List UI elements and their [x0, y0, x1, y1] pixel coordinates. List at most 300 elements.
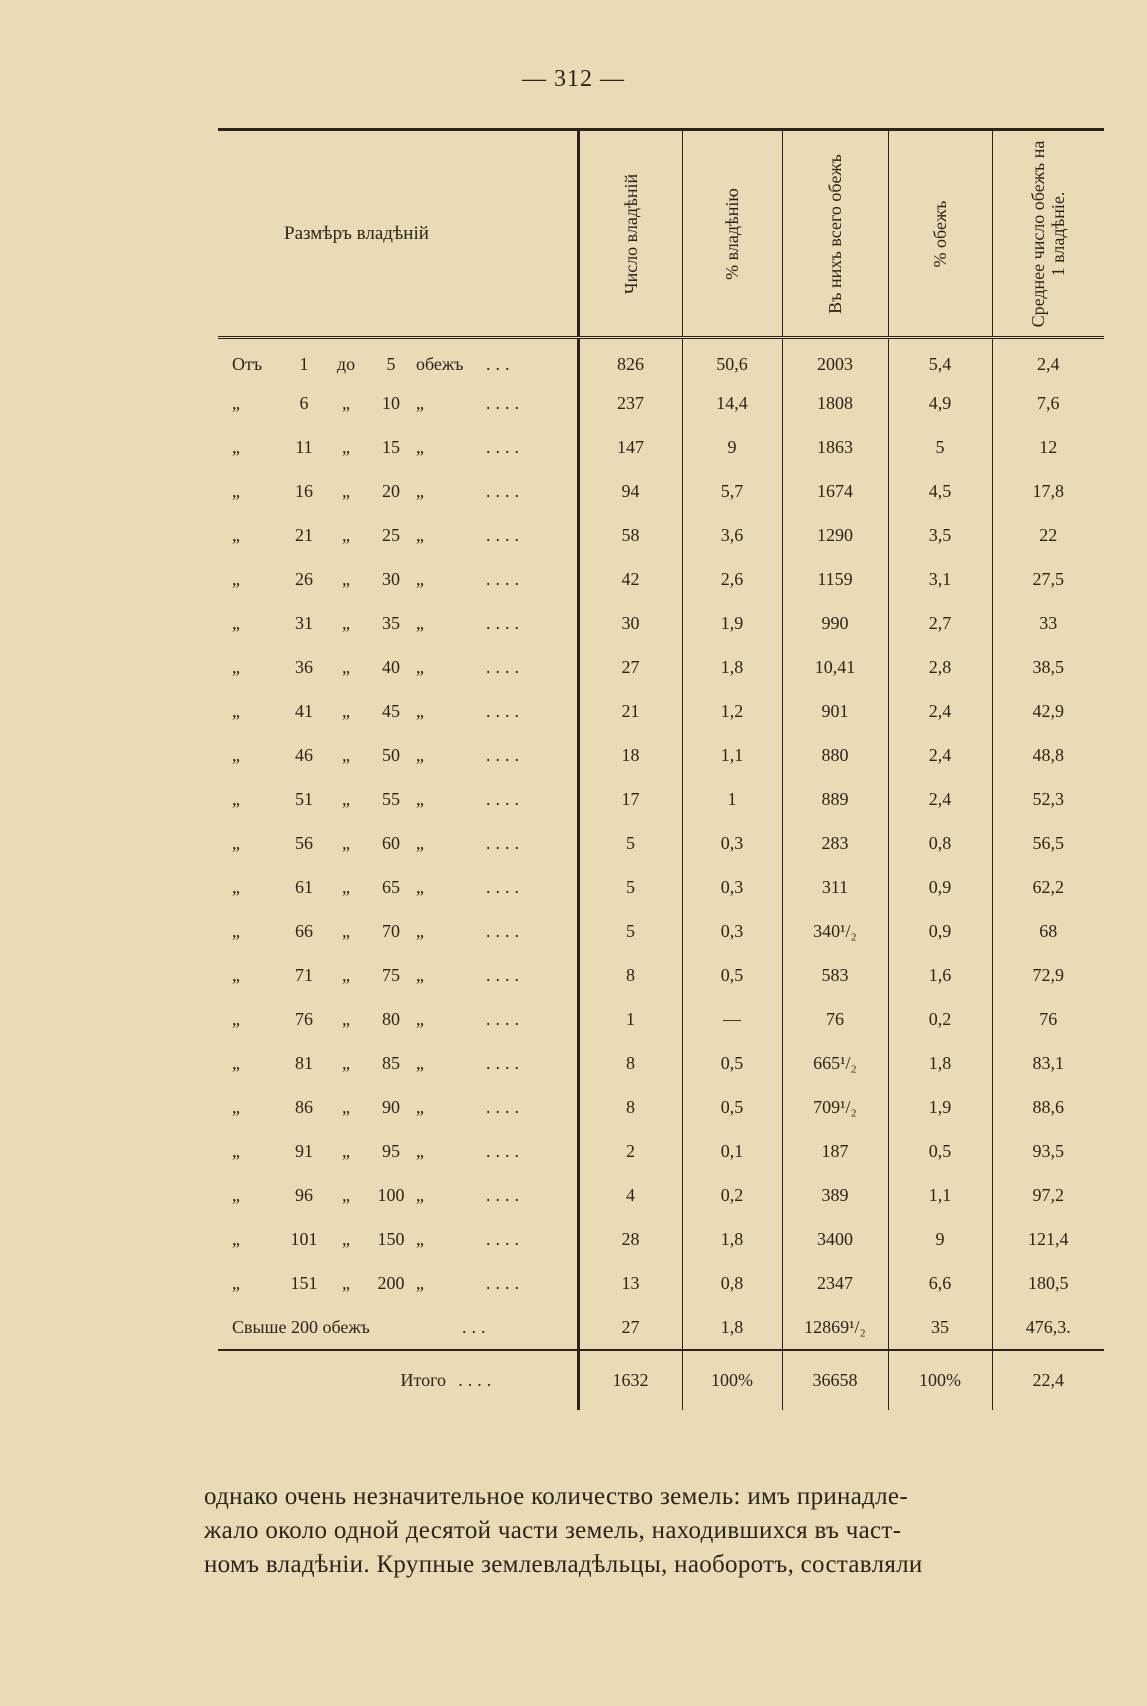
size-to: 5: [386, 353, 396, 374]
cell-pct: 0,5: [682, 1086, 782, 1130]
size-unit: „: [416, 1097, 424, 1117]
table-row: [218, 1262, 1104, 1306]
cell-pct: 3,6: [682, 514, 782, 558]
cell-avg: 22,4: [992, 1350, 1104, 1410]
size-from: 51: [295, 789, 313, 809]
cell-obezh: 990: [782, 602, 888, 646]
size-to: 30: [382, 569, 400, 589]
cell-size: [218, 1262, 578, 1306]
cell-size: [218, 998, 578, 1042]
cell-size: [218, 866, 578, 910]
size-prefix: „: [232, 437, 240, 457]
cell-avg: 93,5: [992, 1130, 1104, 1174]
cell-obezh: 1863: [782, 426, 888, 470]
above-label: Свыше 200 обежъ: [232, 1316, 370, 1337]
size-prefix: „: [232, 921, 240, 941]
table-row: [218, 426, 1104, 470]
cell-pct-obezh: 0,9: [888, 866, 992, 910]
text-line: номъ владѣніи. Крупные землевладѣльцы, наоборотъ, составляли: [204, 1551, 923, 1578]
cell-obezh: 1674: [782, 470, 888, 514]
cell-size: [218, 1218, 578, 1262]
size-dots: ....: [486, 701, 524, 721]
table-row: [218, 514, 1104, 558]
size-unit: „: [416, 1141, 424, 1161]
cell-pct: 1,2: [682, 690, 782, 734]
table-row: [218, 1086, 1104, 1130]
cell-count: 5: [578, 822, 682, 866]
size-unit: „: [416, 437, 424, 457]
size-prefix: „: [232, 745, 240, 765]
cell-obezh: 901: [782, 690, 888, 734]
cell-pct: 1,9: [682, 602, 782, 646]
cell-pct-obezh: 0,9: [888, 910, 992, 954]
cell-pct-obezh: 5,4: [888, 338, 992, 382]
size-prefix: „: [232, 525, 240, 545]
size-sep: „: [342, 745, 350, 765]
table-row: [218, 822, 1104, 866]
cell-avg: 97,2: [992, 1174, 1104, 1218]
cell-count: 94: [578, 470, 682, 514]
size-prefix: „: [232, 569, 240, 589]
cell-obezh: 76: [782, 998, 888, 1042]
size-prefix: „: [232, 393, 240, 413]
size-dots: ...: [486, 353, 515, 374]
size-dots: ....: [486, 1097, 524, 1117]
size-unit: „: [416, 393, 424, 413]
size-prefix: „: [232, 1273, 240, 1293]
size-from: 21: [295, 525, 313, 545]
size-from: 16: [295, 481, 313, 501]
cell-pct: 0,5: [682, 954, 782, 998]
size-to: 65: [382, 877, 400, 897]
cell-pct: 0,8: [682, 1262, 782, 1306]
table-row-total: [218, 1350, 1104, 1410]
table-row: [218, 866, 1104, 910]
cell-obezh: 1159: [782, 558, 888, 602]
size-from: 71: [295, 965, 313, 985]
cell-size: [218, 910, 578, 954]
cell-obezh: 12869¹/₂: [782, 1306, 888, 1350]
cell-pct-obezh: 2,8: [888, 646, 992, 690]
size-sep: „: [342, 569, 350, 589]
size-to: 90: [382, 1097, 400, 1117]
cell-pct: 1: [682, 778, 782, 822]
cell-obezh: 3400: [782, 1218, 888, 1262]
cell-pct-obezh: 100%: [888, 1350, 992, 1410]
cell-pct-obezh: 6,6: [888, 1262, 992, 1306]
cell-count: 5: [578, 910, 682, 954]
size-prefix: „: [232, 1185, 240, 1205]
cell-size: [218, 1086, 578, 1130]
cell-size: [218, 646, 578, 690]
cell-count: 42: [578, 558, 682, 602]
size-unit: „: [416, 481, 424, 501]
cell-obezh: 665¹/₂: [782, 1042, 888, 1086]
table-header-row: [218, 130, 1104, 338]
cell-obezh: 283: [782, 822, 888, 866]
size-to: 95: [382, 1141, 400, 1161]
size-dots: ....: [486, 1009, 524, 1029]
cell-size: [218, 426, 578, 470]
size-dots: ....: [486, 745, 524, 765]
size-sep: „: [342, 613, 350, 633]
size-to: 55: [382, 789, 400, 809]
size-from: 11: [295, 437, 313, 457]
size-to: 15: [382, 437, 400, 457]
cell-avg: 62,2: [992, 866, 1104, 910]
cell-pct-obezh: 1,8: [888, 1042, 992, 1086]
cell-pct: 9: [682, 426, 782, 470]
cell-pct: 0,1: [682, 1130, 782, 1174]
cell-size: [218, 1042, 578, 1086]
cell-count: 27: [578, 1306, 682, 1350]
size-prefix: „: [232, 613, 240, 633]
table-row: [218, 338, 1104, 382]
size-from: 151: [290, 1273, 318, 1293]
cell-size: [218, 382, 578, 426]
size-to: 70: [382, 921, 400, 941]
cell-pct: 0,3: [682, 910, 782, 954]
table-row: [218, 470, 1104, 514]
size-unit: „: [416, 1009, 424, 1029]
size-unit: „: [416, 657, 424, 677]
size-sep: „: [342, 1273, 350, 1293]
cell-total-label: [218, 1350, 578, 1410]
size-from: 101: [290, 1229, 318, 1249]
cell-size: [218, 470, 578, 514]
cell-size: [218, 1174, 578, 1218]
table-row: [218, 734, 1104, 778]
cell-obezh: 311: [782, 866, 888, 910]
size-unit: „: [416, 525, 424, 545]
body-text: [204, 1480, 1104, 1582]
cell-pct: 5,7: [682, 470, 782, 514]
cell-obezh: 1808: [782, 382, 888, 426]
size-from: 91: [295, 1141, 313, 1161]
cell-avg: 22: [992, 514, 1104, 558]
size-from: 66: [295, 921, 313, 941]
size-sep: „: [342, 1229, 350, 1249]
cell-pct-obezh: 5: [888, 426, 992, 470]
cell-pct: 0,3: [682, 866, 782, 910]
cell-pct-obezh: 0,5: [888, 1130, 992, 1174]
cell-avg: 76: [992, 998, 1104, 1042]
table-row: [218, 1174, 1104, 1218]
size-sep: „: [342, 393, 350, 413]
cell-pct: 0,5: [682, 1042, 782, 1086]
size-sep: „: [342, 877, 350, 897]
size-unit: „: [416, 877, 424, 897]
header-pct-obezh: % обежъ: [888, 130, 992, 338]
cell-obezh: 2347: [782, 1262, 888, 1306]
cell-count: 4: [578, 1174, 682, 1218]
table-row: [218, 998, 1104, 1042]
size-to: 60: [382, 833, 400, 853]
cell-count: 13: [578, 1262, 682, 1306]
cell-pct-obezh: 1,9: [888, 1086, 992, 1130]
size-dots: ....: [486, 1053, 524, 1073]
size-to: 200: [377, 1273, 405, 1293]
cell-pct-obezh: 1,1: [888, 1174, 992, 1218]
table-row-above-200: [218, 1306, 1104, 1350]
size-sep: „: [342, 481, 350, 501]
table-row: [218, 954, 1104, 998]
size-to: 20: [382, 481, 400, 501]
cell-avg: 48,8: [992, 734, 1104, 778]
size-dots: ....: [486, 921, 524, 941]
size-from: 96: [295, 1185, 313, 1205]
total-label: Итого: [400, 1369, 447, 1390]
cell-pct-obezh: 4,9: [888, 382, 992, 426]
size-from: 56: [295, 833, 313, 853]
cell-avg: 476,3.: [992, 1306, 1104, 1350]
size-to: 50: [382, 745, 400, 765]
cell-count: 1: [578, 998, 682, 1042]
cell-pct: 100%: [682, 1350, 782, 1410]
size-unit: обежъ: [416, 353, 464, 374]
cell-pct-obezh: 2,4: [888, 778, 992, 822]
cell-obezh: 709¹/₂: [782, 1086, 888, 1130]
size-dots: ....: [486, 1273, 524, 1293]
size-from: 86: [295, 1097, 313, 1117]
cell-count: 17: [578, 778, 682, 822]
size-from: 46: [295, 745, 313, 765]
cell-size: [218, 954, 578, 998]
size-to: 85: [382, 1053, 400, 1073]
size-unit: „: [416, 1229, 424, 1249]
size-unit: „: [416, 921, 424, 941]
cell-count: 8: [578, 1042, 682, 1086]
cell-avg: 52,3: [992, 778, 1104, 822]
size-dots: ....: [486, 1229, 524, 1249]
cell-avg: 2,4: [992, 338, 1104, 382]
size-unit: „: [416, 1185, 424, 1205]
cell-pct: 2,6: [682, 558, 782, 602]
page-number: — 312 —: [522, 66, 625, 92]
cell-avg: 83,1: [992, 1042, 1104, 1086]
cell-count: 27: [578, 646, 682, 690]
cell-count: 30: [578, 602, 682, 646]
cell-pct-obezh: 3,5: [888, 514, 992, 558]
size-to: 10: [382, 393, 400, 413]
size-prefix: „: [232, 1097, 240, 1117]
size-prefix: „: [232, 1053, 240, 1073]
size-sep: „: [342, 1141, 350, 1161]
cell-pct-obezh: 0,8: [888, 822, 992, 866]
text-line: жало около одной десятой части земель, находившихся въ част-: [204, 1517, 902, 1544]
cell-avg: 38,5: [992, 646, 1104, 690]
size-dots: ....: [486, 525, 524, 545]
cell-avg: 17,8: [992, 470, 1104, 514]
size-unit: „: [416, 833, 424, 853]
header-count: Число владѣній: [578, 130, 682, 338]
size-dots: ....: [486, 789, 524, 809]
size-dots: ....: [486, 481, 524, 501]
cell-size: [218, 338, 578, 382]
cell-count: 1632: [578, 1350, 682, 1410]
cell-pct-obezh: 2,4: [888, 690, 992, 734]
cell-avg: 33: [992, 602, 1104, 646]
cell-obezh: 187: [782, 1130, 888, 1174]
size-sep: „: [342, 701, 350, 721]
cell-pct: 1,1: [682, 734, 782, 778]
size-unit: „: [416, 701, 424, 721]
size-to: 25: [382, 525, 400, 545]
size-to: 45: [382, 701, 400, 721]
table-row: [218, 910, 1104, 954]
size-sep: „: [342, 1053, 350, 1073]
cell-pct-obezh: 3,1: [888, 558, 992, 602]
size-prefix: „: [232, 657, 240, 677]
size-prefix: „: [232, 833, 240, 853]
cell-size: [218, 690, 578, 734]
cell-count: 58: [578, 514, 682, 558]
size-sep: „: [342, 965, 350, 985]
cell-avg: 12: [992, 426, 1104, 470]
cell-pct-obezh: 0,2: [888, 998, 992, 1042]
size-dots: ....: [486, 437, 524, 457]
cell-size: [218, 514, 578, 558]
cell-obezh: 389: [782, 1174, 888, 1218]
size-prefix: „: [232, 1141, 240, 1161]
cell-obezh: 1290: [782, 514, 888, 558]
cell-obezh: 583: [782, 954, 888, 998]
size-sep: „: [342, 437, 350, 457]
header-total-obezh: Въ нихъ всего обежъ: [782, 130, 888, 338]
size-sep: „: [342, 1009, 350, 1029]
size-prefix: „: [232, 789, 240, 809]
cell-obezh: 340¹/₂: [782, 910, 888, 954]
size-to: 150: [377, 1229, 405, 1249]
size-unit: „: [416, 569, 424, 589]
cell-size: [218, 1306, 578, 1350]
size-to: 100: [377, 1185, 405, 1205]
cell-count: 21: [578, 690, 682, 734]
cell-count: 18: [578, 734, 682, 778]
size-prefix: Отъ: [232, 353, 263, 374]
size-sep: „: [342, 789, 350, 809]
size-dots: ...: [462, 1316, 491, 1337]
cell-pct: —: [682, 998, 782, 1042]
cell-pct-obezh: 4,5: [888, 470, 992, 514]
cell-obezh: 2003: [782, 338, 888, 382]
size-sep: „: [342, 1185, 350, 1205]
header-pct-holdings: % владѣнію: [682, 130, 782, 338]
size-dots: ....: [486, 833, 524, 853]
size-sep: „: [342, 833, 350, 853]
cell-size: [218, 1130, 578, 1174]
size-prefix: „: [232, 481, 240, 501]
table-row: [218, 382, 1104, 426]
cell-pct: 14,4: [682, 382, 782, 426]
cell-count: 5: [578, 866, 682, 910]
size-prefix: „: [232, 965, 240, 985]
cell-count: 8: [578, 1086, 682, 1130]
cell-count: 28: [578, 1218, 682, 1262]
size-dots: ....: [486, 613, 524, 633]
cell-pct: 0,2: [682, 1174, 782, 1218]
cell-avg: 121,4: [992, 1218, 1104, 1262]
cell-avg: 88,6: [992, 1086, 1104, 1130]
text-line: однако очень незначительное количество земель: имъ принадле-: [204, 1483, 908, 1510]
table-row: [218, 602, 1104, 646]
cell-avg: 68: [992, 910, 1104, 954]
size-from: 81: [295, 1053, 313, 1073]
size-unit: „: [416, 789, 424, 809]
cell-obezh: 880: [782, 734, 888, 778]
cell-pct: 1,8: [682, 1218, 782, 1262]
cell-pct-obezh: 2,4: [888, 734, 992, 778]
table-row: [218, 690, 1104, 734]
size-prefix: „: [232, 1229, 240, 1249]
size-unit: „: [416, 1053, 424, 1073]
cell-count: 237: [578, 382, 682, 426]
size-dots: ....: [486, 1141, 524, 1161]
cell-avg: 7,6: [992, 382, 1104, 426]
size-sep: до: [336, 353, 356, 374]
size-dots: ....: [458, 1369, 497, 1390]
cell-obezh: 10,41: [782, 646, 888, 690]
size-dots: ....: [486, 569, 524, 589]
cell-obezh: 889: [782, 778, 888, 822]
size-sep: „: [342, 657, 350, 677]
cell-pct-obezh: 35: [888, 1306, 992, 1350]
cell-size: [218, 822, 578, 866]
size-dots: ....: [486, 877, 524, 897]
size-unit: „: [416, 1273, 424, 1293]
cell-count: 826: [578, 338, 682, 382]
cell-pct: 50,6: [682, 338, 782, 382]
cell-count: 147: [578, 426, 682, 470]
size-prefix: „: [232, 877, 240, 897]
size-dots: ....: [486, 657, 524, 677]
table-row: [218, 1218, 1104, 1262]
size-sep: „: [342, 525, 350, 545]
table-row: [218, 558, 1104, 602]
cell-size: [218, 734, 578, 778]
table-row: [218, 646, 1104, 690]
size-from: 61: [295, 877, 313, 897]
table-row: [218, 1130, 1104, 1174]
cell-count: 8: [578, 954, 682, 998]
size-dots: ....: [486, 1185, 524, 1205]
size-dots: ....: [486, 965, 524, 985]
cell-avg: 72,9: [992, 954, 1104, 998]
size-to: 80: [382, 1009, 400, 1029]
header-avg: Среднее число обежъ на 1 владѣніе.: [992, 130, 1104, 338]
size-unit: „: [416, 965, 424, 985]
size-to: 35: [382, 613, 400, 633]
size-prefix: „: [232, 701, 240, 721]
size-dots: ....: [486, 393, 524, 413]
size-from: 76: [295, 1009, 313, 1029]
cell-obezh: 36658: [782, 1350, 888, 1410]
size-prefix: „: [232, 1009, 240, 1029]
cell-count: 2: [578, 1130, 682, 1174]
size-from: 26: [295, 569, 313, 589]
size-from: 36: [295, 657, 313, 677]
cell-pct: 1,8: [682, 1306, 782, 1350]
size-unit: „: [416, 745, 424, 765]
size-from: 6: [299, 393, 309, 413]
size-sep: „: [342, 921, 350, 941]
cell-pct-obezh: 1,6: [888, 954, 992, 998]
cell-pct-obezh: 9: [888, 1218, 992, 1262]
size-unit: „: [416, 613, 424, 633]
size-to: 40: [382, 657, 400, 677]
header-size: Размѣръ владѣній: [218, 130, 578, 338]
cell-size: [218, 778, 578, 822]
